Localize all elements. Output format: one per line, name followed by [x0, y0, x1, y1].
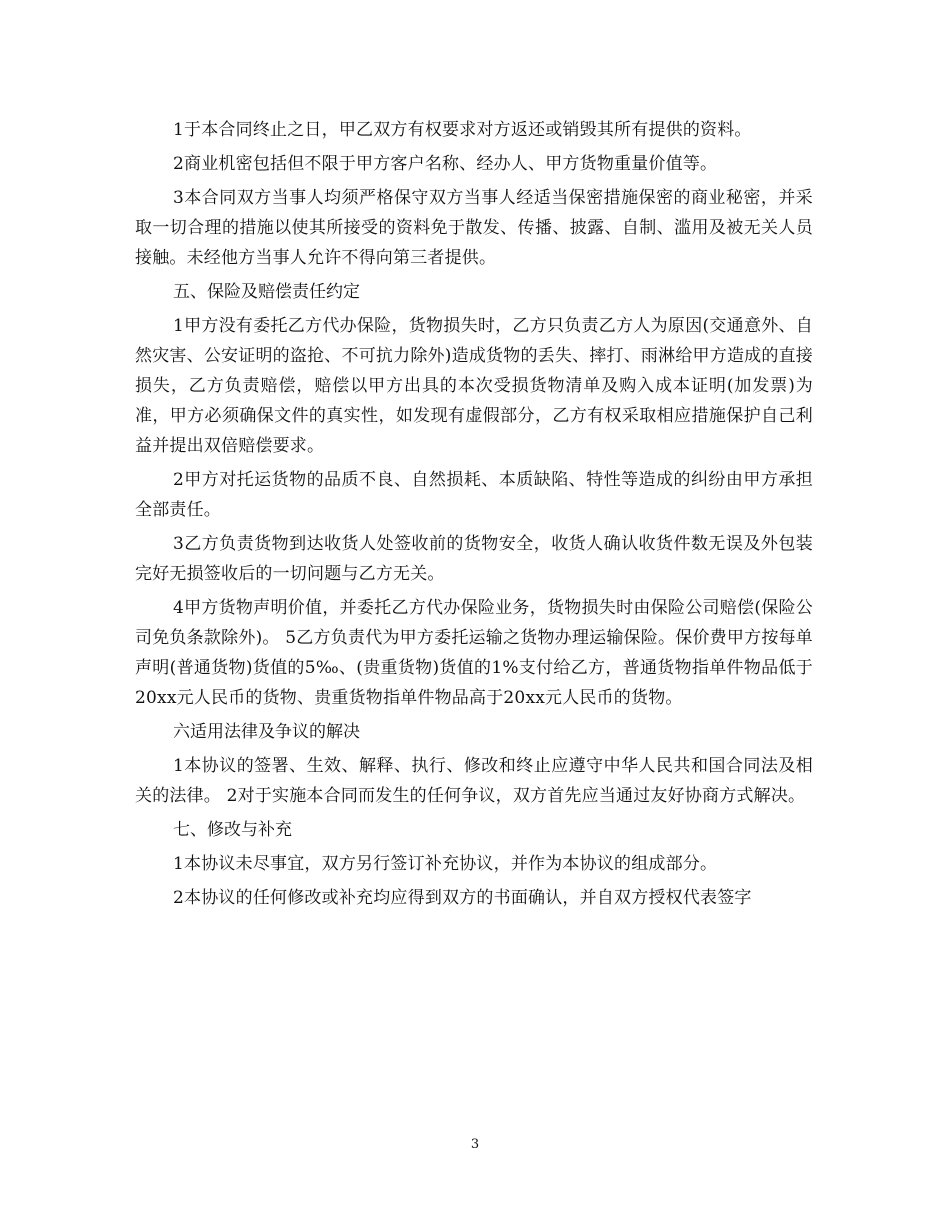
clause-paragraph: 3乙方负责货物到达收货人处签收前的货物安全，收货人确认收货件数无误及外包装完好无损签收后的一切问题与乙方无关。: [135, 534, 813, 584]
section-heading: 七、修改与补充: [173, 820, 292, 840]
document-body: [135, 115, 813, 917]
clause-paragraph: 1本协议未尽事宜，双方另行签订补充协议，并作为本协议的组成部分。: [173, 854, 718, 874]
clause-paragraph: 2商业机密包括但不限于甲方客户名称、经办人、甲方货物重量价值等。: [173, 154, 718, 174]
section-heading: 五、保险及赔偿责任约定: [173, 282, 360, 302]
section-heading: 六适用法律及争议的解决: [173, 722, 360, 742]
clause-paragraph: 3本合同双方当事人均须严格保守双方当事人经适当保密措施保密的商业秘密，并采取一切合理的措施以使其所接受的资料免于散发、传播、披露、自制、滥用及被无关人员接触。未经他方当事人允许不得向第三者提供。: [135, 188, 813, 268]
clause-paragraph: 1本协议的签署、生效、解释、执行、修改和终止应遵守中华人民共和国合同法及相关的法律。 2对于实施本合同而发生的任何争议，双方首先应当通过友好协商方式解决。: [135, 756, 813, 806]
page-number: 3: [470, 1137, 480, 1152]
clause-paragraph: 2本协议的任何修改或补充均应得到双方的书面确认，并自双方授权代表签字: [173, 888, 752, 908]
clause-paragraph: 1甲方没有委托乙方代办保险，货物损失时，乙方只负责乙方人为原因(交通意外、自然灾害、公安证明的盗抢、不可抗力除外)造成货物的丢失、摔打、雨淋给甲方造成的直接损失，乙方负责赔偿，赔偿以甲方出具的本次受损货物清单及购入成本证明(加发票)为准，甲方必须确保文件的真实性，如发现有虚假部分，乙方有权采取相应措施保护自己利益并提出双倍赔偿要求。: [135, 316, 813, 456]
clause-paragraph: 1于本合同终止之日，甲乙双方有权要求对方返还或销毁其所有提供的资料。: [173, 120, 752, 140]
clause-paragraph: 2甲方对托运货物的品质不良、自然损耗、本质缺陷、特性等造成的纠纷由甲方承担全部责任。: [135, 470, 813, 520]
clause-paragraph: 4甲方货物声明价值，并委托乙方代办保险业务，货物损失时由保险公司赔偿(保险公司免负条款除外)。 5乙方负责代为甲方委托运输之货物办理运输保险。保价费甲方按每单声明(普通货物)货值的5‰、(贵重货物)货值的1%支付给乙方，普通货物指单件物品低于20xx元人民币的货物、贵重货物指单件物品高于20xx元人民币的货物。: [135, 598, 813, 708]
